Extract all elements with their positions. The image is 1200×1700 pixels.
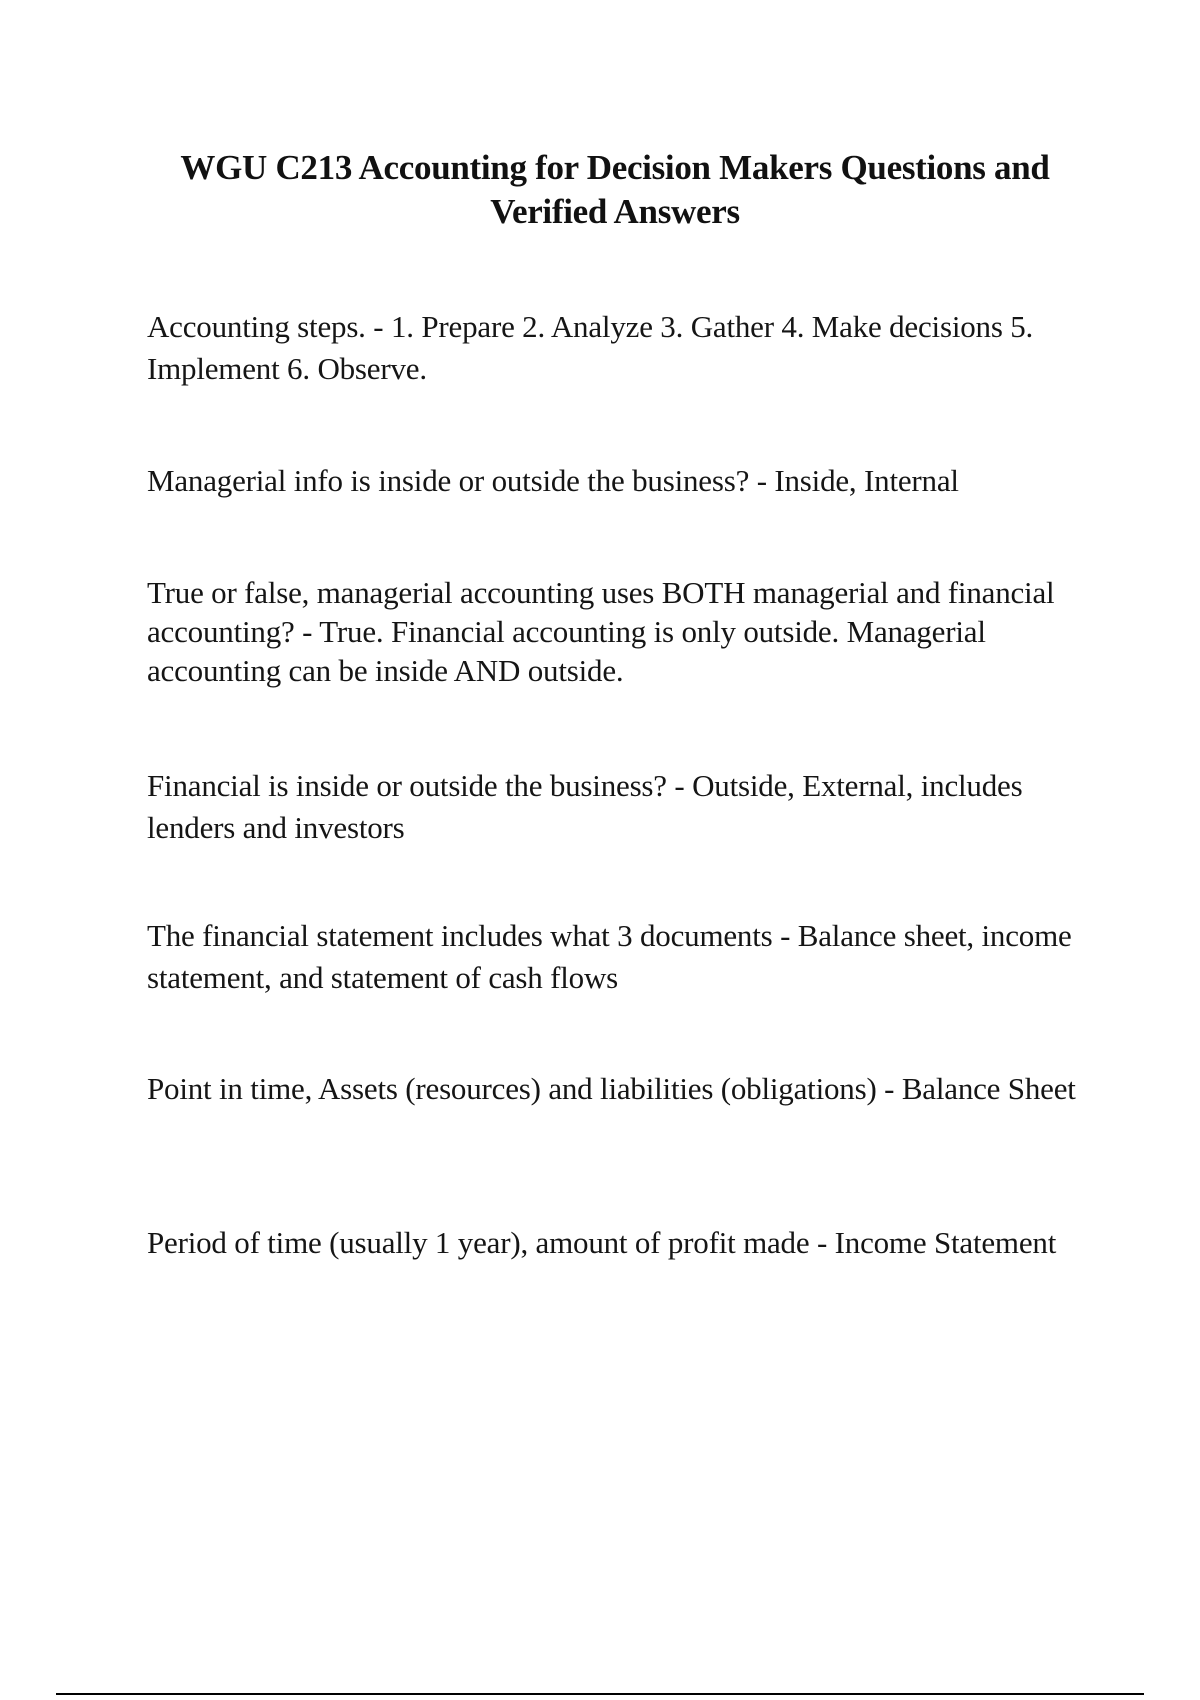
qa-separator: -: [365, 309, 391, 344]
qa-item: [147, 915, 1097, 999]
document-title: WGU C213 Accounting for Decision Makers Questions and Verified Answers: [180, 148, 1050, 231]
question-text: Financial is inside or outside the business?: [147, 768, 667, 803]
answer-text: Balance Sheet: [901, 1071, 1076, 1106]
answer-text: Income Statement: [834, 1225, 1057, 1260]
answer-text: 1. Prepare 2. Analyze 3. Gather 4. Make decisions 5. Implement 6. Observe.: [147, 309, 1034, 386]
question-text: Managerial info is inside or outside the business?: [147, 463, 750, 498]
qa-separator: -: [876, 1071, 902, 1106]
qa-separator: -: [666, 768, 693, 803]
question-text: True or false, managerial accounting uses BOTH managerial and financial accounting?: [147, 575, 1055, 649]
qa-item: [147, 573, 1097, 690]
question-text: Period of time (usually 1 year), amount of profit made: [147, 1225, 810, 1260]
answer-text: True. Financial accounting is only outside. Managerial accounting can be inside AND outside.: [147, 614, 986, 688]
answer-text: Balance sheet, income statement, and statement of cash flows: [147, 918, 1072, 995]
answer-text: Outside, External, includes lenders and investors: [147, 768, 1023, 845]
qa-separator: -: [294, 614, 320, 649]
qa-separator: -: [772, 918, 798, 953]
question-text: Accounting steps.: [147, 309, 366, 344]
qa-separator: -: [809, 1225, 835, 1260]
qa-item: [147, 306, 1097, 390]
question-text: Point in time, Assets (resources) and liabilities (obligations): [147, 1071, 877, 1106]
qa-item: [147, 1068, 1097, 1110]
answer-text: Inside, Internal: [774, 463, 959, 498]
footer-divider: [56, 1693, 1144, 1695]
qa-item: [147, 460, 1097, 502]
qa-item: [147, 765, 1097, 849]
qa-separator: -: [749, 463, 775, 498]
qa-item: [147, 1224, 1097, 1262]
question-text: The financial statement includes what 3 documents: [147, 918, 773, 953]
